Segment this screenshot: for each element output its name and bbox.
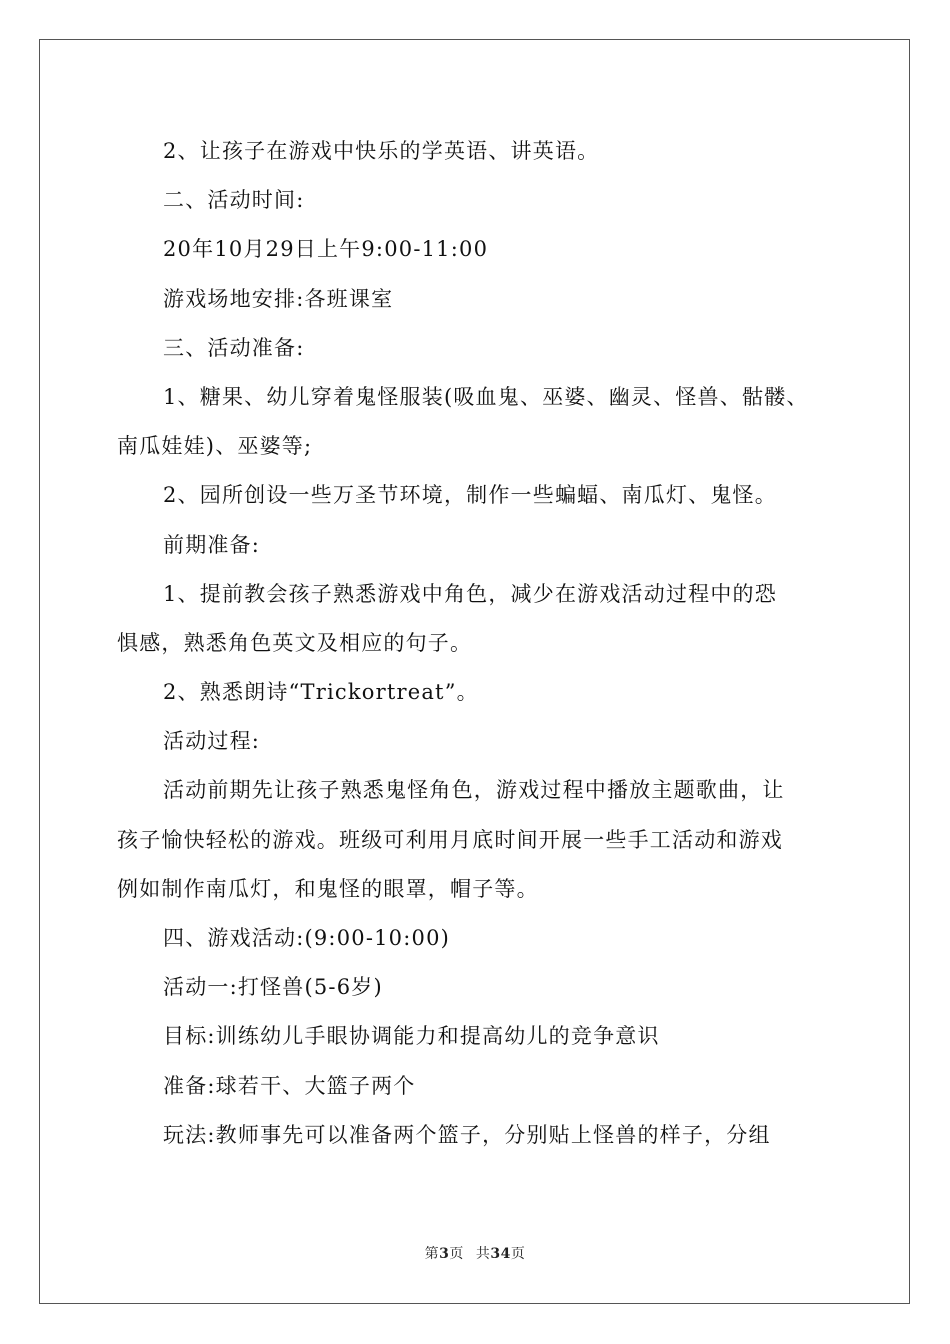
text-line: 20年10月29日上午9:00-11:00 xyxy=(163,237,489,262)
text-line: 南瓜娃娃)、巫婆等; xyxy=(117,434,313,459)
text-line: 目标:训练幼儿手眼协调能力和提高幼儿的竞争意识 xyxy=(163,1024,660,1049)
text-line: 孩子愉快轻松的游戏。班级可利用月底时间开展一些手工活动和游戏 xyxy=(117,827,783,852)
text-line: 活动前期先让孩子熟悉鬼怪角色，游戏过程中播放主题歌曲，让 xyxy=(163,778,785,803)
text-line: 1、提前教会孩子熟悉游戏中角色，减少在游戏活动过程中的恐 xyxy=(163,581,777,606)
subheading: 活动过程: xyxy=(163,729,261,754)
text-line: 玩法:教师事先可以准备两个篮子，分别贴上怪兽的样子，分组 xyxy=(163,1122,771,1147)
page-number: 3 xyxy=(439,1246,450,1262)
document-body xyxy=(117,127,837,1160)
page-footer xyxy=(0,1243,950,1263)
section-heading: 三、活动准备: xyxy=(163,335,305,360)
text-line: 准备:球若干、大篮子两个 xyxy=(163,1073,416,1098)
text-line: 2、园所创设一些万圣节环境，制作一些蝙蝠、南瓜灯、鬼怪。 xyxy=(163,483,777,508)
text-line: 2、熟悉朗诗“Trickortreat”。 xyxy=(163,680,479,705)
text-line: 1、糖果、幼儿穿着鬼怪服装(吸血鬼、巫婆、幽灵、怪兽、骷髅、 xyxy=(163,384,809,409)
text-line: 游戏场地安排:各班课室 xyxy=(163,286,394,311)
total-pages: 34 xyxy=(490,1246,511,1262)
section-heading: 四、游戏活动:(9:00-10:00) xyxy=(163,926,451,950)
total-prefix: 共 xyxy=(475,1246,491,1262)
total-suffix: 页 xyxy=(510,1246,526,1262)
subheading: 前期准备: xyxy=(163,532,261,557)
text-line: 2、让孩子在游戏中快乐的学英语、讲英语。 xyxy=(163,139,600,163)
page-prefix: 第 xyxy=(424,1246,440,1262)
text-line: 活动一:打怪兽(5-6岁) xyxy=(163,975,383,1000)
section-heading: 二、活动时间: xyxy=(163,188,305,213)
text-line: 惧感，熟悉角色英文及相应的句子。 xyxy=(117,630,473,655)
page-suffix: 页 xyxy=(449,1246,464,1262)
text-line: 例如制作南瓜灯，和鬼怪的眼罩，帽子等。 xyxy=(117,876,539,901)
